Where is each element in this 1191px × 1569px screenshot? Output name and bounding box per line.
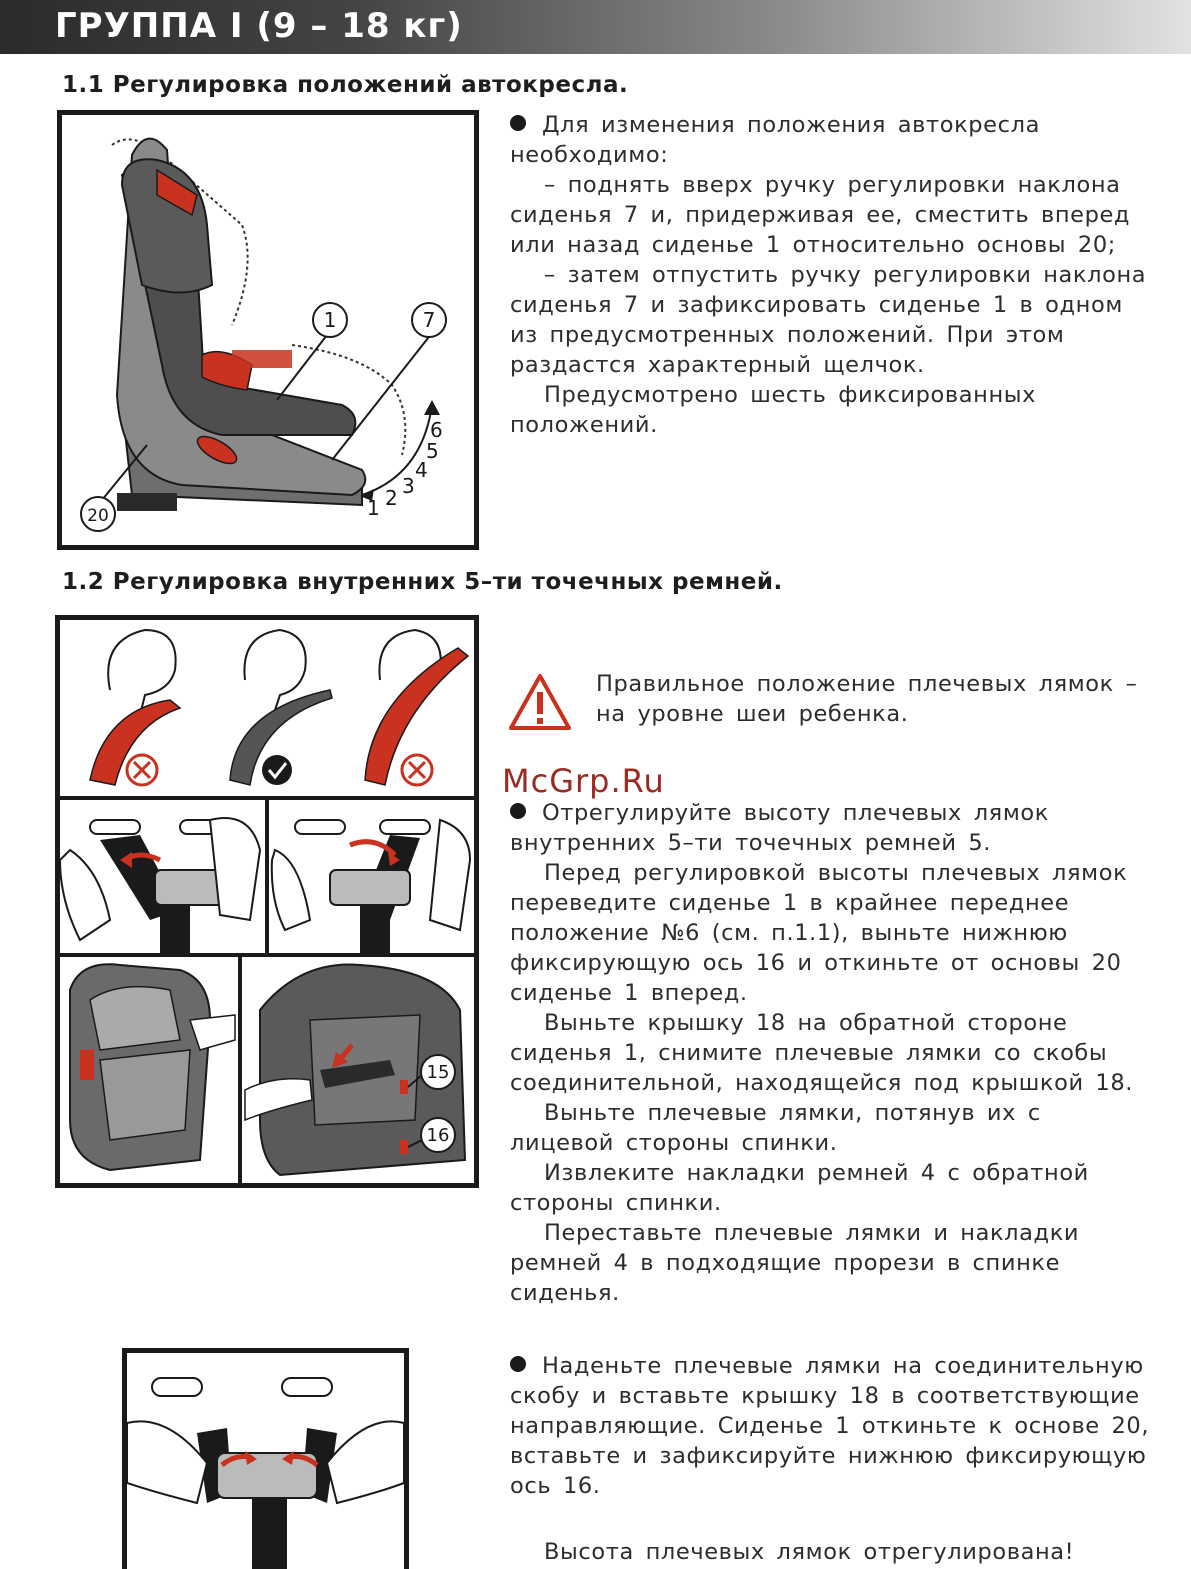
- callout-label-20: 20: [87, 506, 109, 526]
- section-2-paragraph-6: Переставьте плечевые лямки и накладки ремней 4 в подходящие прорези в спинке сиденья.: [510, 1220, 1080, 1306]
- strap-position-panel: [90, 630, 468, 785]
- section-2-text: [510, 798, 1150, 1308]
- bullet-icon: [510, 803, 526, 819]
- section-1-title: 1.1 Регулировка положений автокресла.: [62, 72, 629, 98]
- final-note: Высота плечевых лямок отрегулирована!: [544, 1539, 1075, 1565]
- section-2-paragraph-5: Извлеките накладки ремней 4 с обратной стороны спинки.: [510, 1160, 1089, 1216]
- page-title: ГРУППА I (9 – 18 кг): [55, 6, 463, 46]
- position-label-1: 1: [367, 496, 380, 520]
- callout-label-7: 7: [422, 308, 436, 332]
- section-1-paragraph-4: Предусмотрено шесть фиксированных положений.: [510, 382, 1037, 438]
- callout-label-15: 15: [426, 1062, 450, 1083]
- harness-adjust-illustration: [60, 620, 474, 1183]
- section-1-text: [510, 110, 1150, 440]
- callout-label-1: 1: [323, 308, 337, 332]
- hands-adjust-panel: [60, 798, 470, 955]
- strap-reattach-illustration: [127, 1353, 404, 1569]
- section-2-paragraph-4: Выньте плечевые лямки, потянув их с лицевой стороны спинки.: [510, 1100, 1041, 1156]
- callout-label-16: 16: [426, 1125, 450, 1146]
- position-label-2: 2: [385, 486, 398, 510]
- section-2-text-final: [510, 1351, 1150, 1501]
- bullet-icon: [510, 115, 526, 131]
- position-label-5: 5: [426, 439, 439, 463]
- seat-back-panel: [70, 955, 465, 1183]
- seat-recline-illustration: [62, 115, 474, 545]
- harness-adjust-figure: [55, 615, 479, 1188]
- position-label-4: 4: [415, 458, 428, 482]
- section-1-paragraph-3: – затем отпустить ручку регулировки наклона сиденья 7 и зафиксировать сиденье 1 в одном из предусмотренных положений. При этом раздастся характерный щелчок.: [510, 262, 1147, 378]
- section-2-paragraph-3: Выньте крышку 18 на обратной стороне сиденья 1, снимите плечевые лямки со скобы соединительной, находящейся под крышкой 18.: [510, 1010, 1133, 1096]
- warning-text: Правильное положение плечевых лямок – на уровне шеи ребенка.: [596, 671, 1138, 727]
- strap-reattach-figure: [122, 1348, 409, 1569]
- seat-recline-figure: [57, 110, 479, 550]
- section-2-paragraph-1: Отрегулируйте высоту плечевых лямок внутренних 5–ти точечных ремней 5.: [510, 800, 1049, 856]
- position-label-3: 3: [402, 474, 415, 498]
- bullet-icon: [510, 1356, 526, 1372]
- position-label-6: 6: [430, 418, 443, 442]
- section-2-paragraph-2: Перед регулировкой высоты плечевых лямок переведите сиденье 1 в крайнее переднее положение №6 (см. п.1.1), выньте нижнюю фиксирующую ось 16 и откиньте от основы 20 сиденье 1 вперед.: [510, 860, 1128, 1006]
- section-1-paragraph-1: Для изменения положения автокресла необходимо:: [510, 112, 1040, 168]
- section-2-paragraph-7: Наденьте плечевые лямки на соединительную скобу и вставьте крышку 18 в соответствующие направляющие. Сиденье 1 откиньте к основе 20, вставьте и зафиксируйте нижнюю фиксирующую ось 16.: [510, 1353, 1150, 1499]
- section-2-title: 1.2 Регулировка внутренних 5–ти точечных ремней.: [62, 569, 783, 595]
- section-1-paragraph-2: – поднять вверх ручку регулировки наклона сиденья 7 и, придерживая ее, сместить вперед или назад сиденье 1 относительно основы 20;: [510, 172, 1131, 258]
- watermark: McGrp.Ru: [502, 762, 665, 800]
- warning-icon: [507, 672, 573, 732]
